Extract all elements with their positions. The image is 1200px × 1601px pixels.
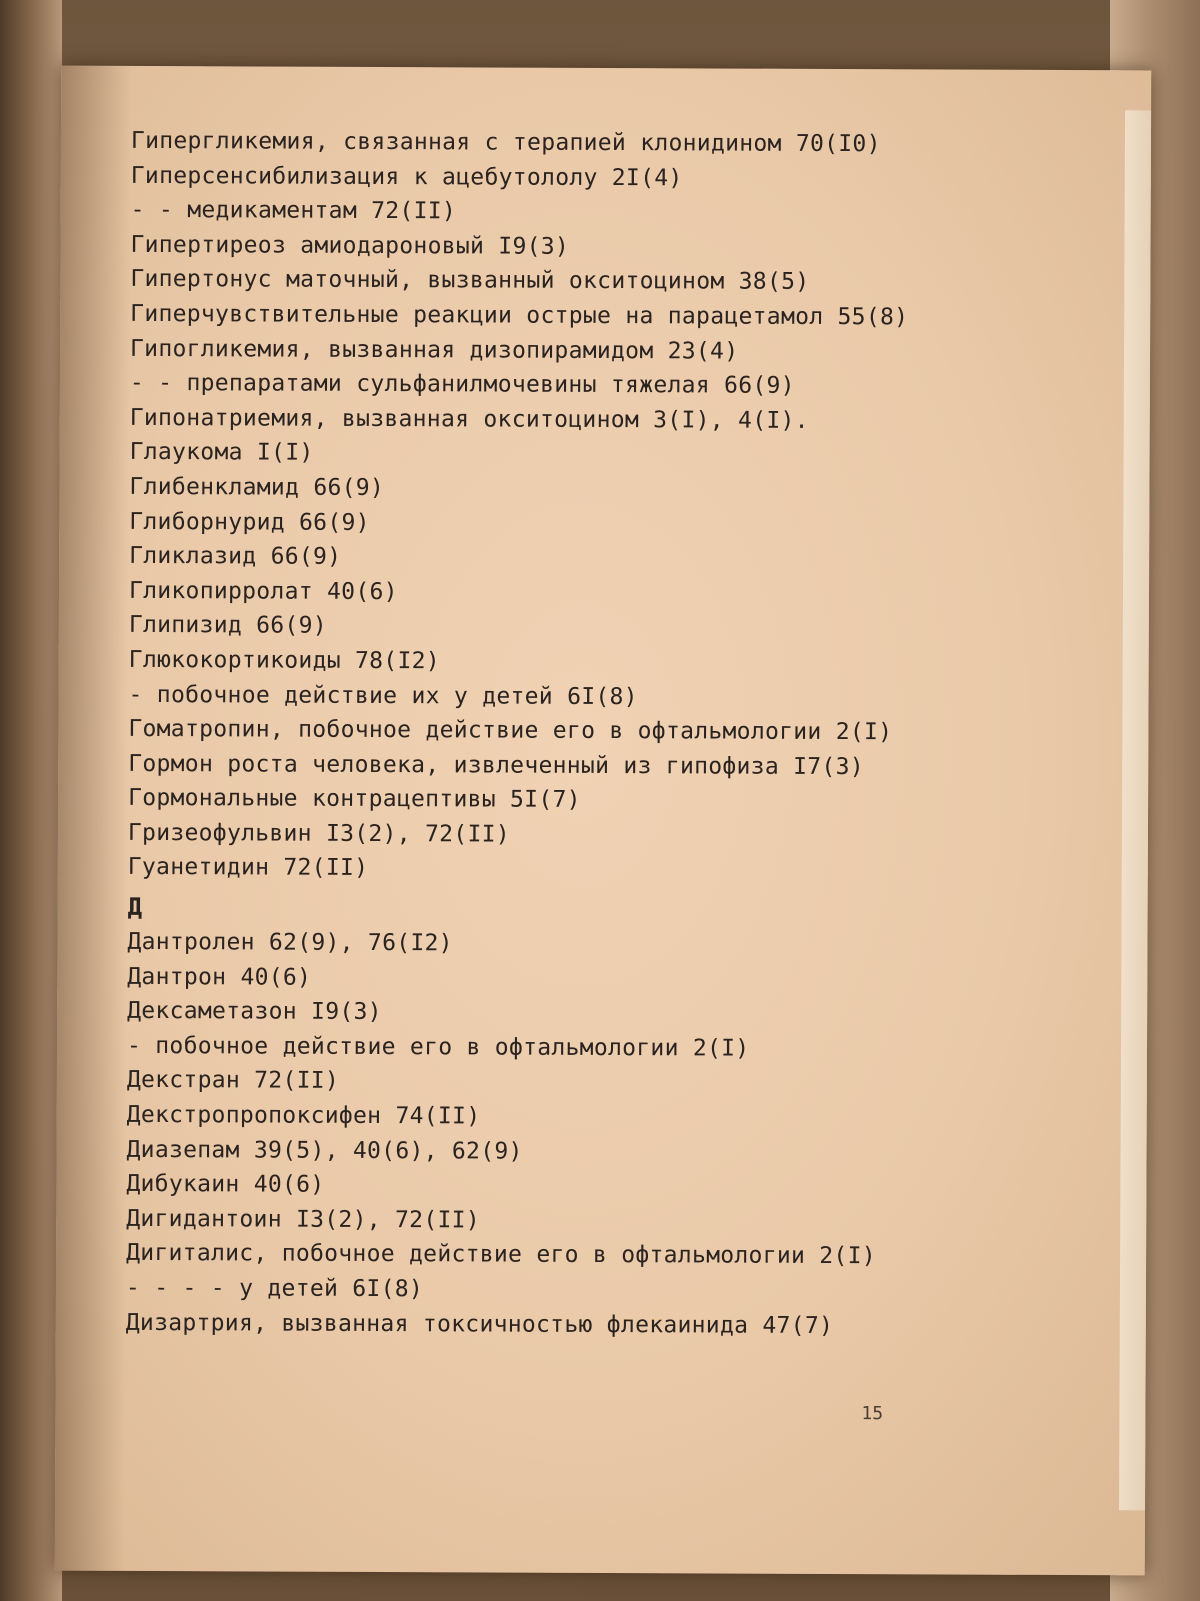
index-entry: Гиперчувствительные реакции острые на парацетамол 55(8) [130, 300, 909, 331]
index-entry: Гипонатриемия, вызванная окситоцином 3(I), 4(I). [129, 404, 809, 434]
index-entry: - - медикаментам 72(II) [130, 197, 457, 225]
index-entry: Гипогликемия, вызванная дизопирамидом 23(4) [129, 335, 739, 365]
index-text-block [126, 124, 1091, 1344]
section-letter-heading: Д [127, 892, 143, 922]
index-entry: Гормональные контрацептивы 5I(7) [128, 785, 581, 814]
index-entry: Декстропропоксифен 74(II) [126, 1101, 481, 1130]
index-entry: Гликопирролат 40(6) [128, 577, 398, 605]
index-entry: Гликлазид 66(9) [129, 543, 342, 570]
index-entry: - побочное действие его в офтальмологии 2(I) [126, 1032, 750, 1062]
index-entry: Гоматропин, побочное действие его в офтальмологии 2(I) [128, 716, 893, 746]
index-entry: Гипертиреоз амиодароновый I9(3) [130, 231, 570, 260]
index-entry: Глиборнурид 66(9) [129, 508, 370, 536]
index-entry: Глибенкламид 66(9) [129, 473, 385, 501]
index-entry: Декстран 72(II) [126, 1067, 340, 1095]
index-entry: Глипизид 66(9) [128, 612, 327, 640]
index-entry: Дигидантоин I3(2), 72(II) [126, 1205, 480, 1234]
index-entry: Гуанетидин 72(II) [127, 854, 369, 882]
index-entry: Диазепам 39(5), 40(6), 62(9) [126, 1136, 523, 1165]
index-entry: Дигиталис, побочное действие его в офтальмологии 2(I) [126, 1240, 876, 1270]
index-entry: Дантролен 62(9), 76(I2) [127, 928, 453, 957]
index-entry: Глаукома I(I) [129, 439, 314, 467]
index-entry: Гипертонус маточный, вызванный окситоцином 38(5) [130, 266, 810, 296]
index-entry: - - препаратами сульфанилмочевины тяжелая 66(9) [129, 370, 795, 399]
book-spine-edge [0, 0, 62, 1601]
book-page [55, 66, 1152, 1576]
index-entry: - побочное действие их у детей 6I(8) [128, 681, 638, 710]
index-entry: Дексаметазон I9(3) [127, 998, 382, 1026]
index-entry: Дизартрия, вызванная токсичностью флекаинида 47(7) [125, 1309, 834, 1339]
page-number: 15 [861, 1403, 884, 1425]
index-entry: Гиперсенсибилизация к ацебутололу 2I(4) [130, 162, 683, 191]
index-entry: Гипергликемия, связанная с терапией клонидином 70(I0) [130, 127, 881, 158]
index-entry: Гормон роста человека, извлеченный из гипофиза I7(3) [128, 750, 864, 780]
index-entry: Глюкокортикоиды 78(I2) [128, 646, 441, 675]
index-entry: - - - - у детей 6I(8) [125, 1274, 424, 1303]
index-entry: Дантрон 40(6) [127, 963, 312, 991]
index-entry: Гризеофульвин I3(2), 72(II) [127, 819, 510, 848]
index-entry: Дибукаин 40(6) [126, 1171, 325, 1199]
